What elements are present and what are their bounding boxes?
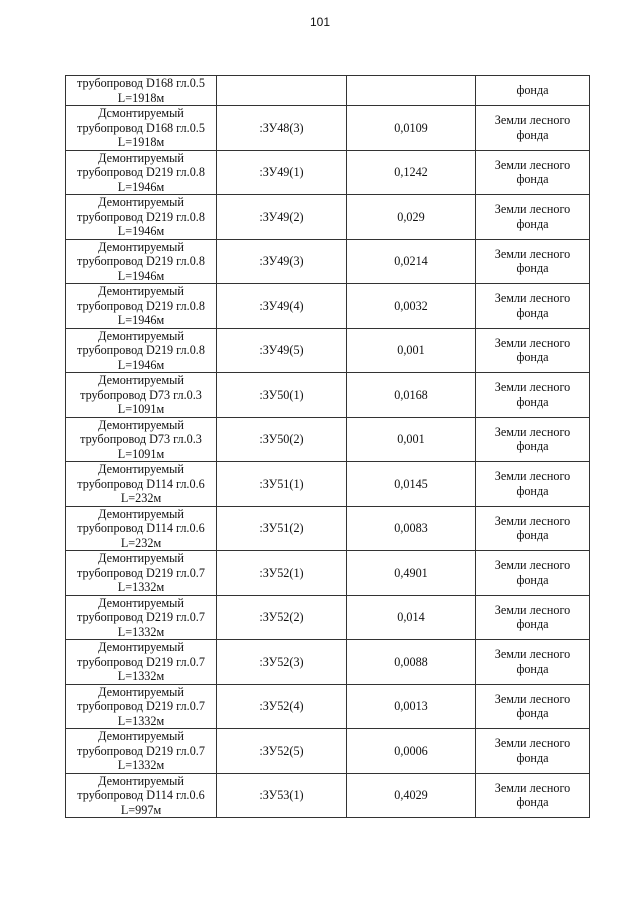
land-category-cell-line: Земли лесного [494,157,571,172]
object-cell-line: трубопровод D219 гл.0.8 [77,343,205,357]
object-cell-line: трубопровод D219 гл.0.7 [77,610,205,624]
land-category-cell [476,417,590,462]
land-category-cell-line: фонда [516,305,549,320]
object-cell-line: L=1332м [117,669,165,683]
land-category-cell [476,284,590,329]
plot-number-cell: :ЗУ51(2) [217,506,347,551]
land-category-cell-line: фонда [516,617,549,632]
object-cell-line: Демонтируемый [98,506,184,521]
land-category-cell [476,195,590,240]
object-cell [66,195,217,240]
plot-number-cell: :ЗУ52(3) [217,640,347,685]
area-cell: 0,001 [347,328,476,373]
table-row [66,551,590,596]
land-category-cell-line: Земли лесного [494,424,571,439]
plot-number-cell: :ЗУ52(2) [217,595,347,640]
object-cell-line: L=232м [120,491,162,505]
object-cell-line: трубопровод D114 гл.0.6 [77,521,205,535]
land-category-cell-line: фонда [516,83,549,98]
object-cell-line: Демонтируемый [98,150,184,165]
object-cell-line: трубопровод D219 гл.0.8 [77,298,205,313]
object-cell-line: трубопровод D114 гл.0.6 [77,788,205,802]
object-cell-line: L=997м [120,802,162,817]
object-cell [66,106,217,151]
object-cell-line: L=1091м [117,402,165,416]
plot-number-cell: :ЗУ52(4) [217,684,347,729]
object-cell-line: L=1332м [117,758,165,772]
land-category-cell-line: Земли лесного [494,113,571,128]
object-cell [66,150,217,195]
land-category-cell [476,462,590,507]
table-row [66,76,590,106]
plot-number-cell: :ЗУ49(1) [217,150,347,195]
object-cell-line: трубопровод D168 гл.0.5 [77,76,205,90]
object-cell-line: трубопровод D219 гл.0.7 [77,565,205,580]
plot-number-cell [217,76,347,106]
land-category-cell-line: фонда [516,216,549,231]
land-category-cell [476,773,590,818]
object-cell-line: Демонтируемый [98,195,184,209]
object-cell [66,551,217,596]
land-category-cell-line: фонда [516,172,549,187]
land-category-cell-line: Земли лесного [494,246,571,261]
object-cell-line: L=1091м [117,446,165,461]
object-cell [66,506,217,551]
area-cell: 0,014 [347,595,476,640]
plot-number-cell: :ЗУ49(4) [217,284,347,329]
object-cell-line: Демонтируемый [98,684,184,699]
area-cell: 0,0145 [347,462,476,507]
object-cell-line: Демонтируемый [98,595,184,610]
land-category-cell-line: Земли лесного [494,780,571,795]
object-cell-line: L=1332м [117,624,165,639]
area-cell: 0,0109 [347,106,476,151]
land-category-cell-line: фонда [516,350,549,365]
land-category-cell [476,729,590,774]
land-category-cell-line: фонда [516,706,549,721]
plot-number-cell: :ЗУ50(2) [217,417,347,462]
table-row [66,595,590,640]
plot-number-cell: :ЗУ53(1) [217,773,347,818]
land-category-cell-line: Земли лесного [494,380,571,395]
plot-number-cell: :ЗУ52(1) [217,551,347,596]
page-number: 101 [309,15,331,29]
table-row [66,462,590,507]
land-category-cell [476,551,590,596]
area-cell: 0,0168 [347,373,476,418]
land-category-cell-line: Земли лесного [494,202,571,217]
object-cell [66,640,217,685]
area-cell: 0,0013 [347,684,476,729]
area-cell: 0,0088 [347,640,476,685]
land-category-cell-line: Земли лесного [494,602,571,617]
land-category-cell [476,150,590,195]
table-row [66,640,590,685]
object-cell-line: L=1918м [117,135,165,149]
object-cell [66,417,217,462]
area-cell: 0,4029 [347,773,476,818]
area-cell: 0,4901 [347,551,476,596]
plot-number-cell: :ЗУ49(3) [217,239,347,284]
land-category-cell [476,506,590,551]
object-cell-line: Дсмонтируемый [98,106,184,120]
table-row [66,195,590,240]
object-cell-line: L=1946м [117,313,165,327]
table-row [66,328,590,373]
land-category-cell-line: фонда [516,572,549,587]
plot-number-cell: :ЗУ49(5) [217,328,347,373]
table-row [66,773,590,818]
plot-number-cell: :ЗУ48(3) [217,106,347,151]
table-row [66,106,590,151]
land-category-cell-line: фонда [516,795,549,810]
plot-number-cell: :ЗУ50(1) [217,373,347,418]
object-cell-line: L=232м [120,535,162,550]
land-category-cell-line: Земли лесного [494,291,571,306]
object-cell [66,729,217,774]
object-cell [66,239,217,284]
plot-number-cell: :ЗУ49(2) [217,195,347,240]
land-category-cell [476,640,590,685]
area-cell: 0,0032 [347,284,476,329]
land-category-cell-line: Земли лесного [494,558,571,573]
land-category-cell [476,239,590,284]
land-category-cell-line: фонда [516,439,549,454]
object-cell-line: трубопровод D168 гл.0.5 [77,120,205,135]
object-cell-line: Демонтируемый [98,640,184,654]
object-cell [66,76,217,106]
table-row [66,729,590,774]
object-cell-line: трубопровод D219 гл.0.8 [77,254,205,268]
object-cell-line: L=1332м [117,580,165,594]
object-cell-line: Демонтируемый [98,328,184,343]
object-cell-line: Демонтируемый [98,551,184,565]
land-category-cell-line: фонда [516,750,549,765]
land-category-cell-line: фонда [516,394,549,409]
object-cell [66,684,217,729]
object-cell [66,773,217,818]
object-cell-line: трубопровод D73 гл.0.3 [80,387,202,402]
object-cell-line: Демонтируемый [98,462,184,476]
object-cell-line: Демонтируемый [98,239,184,254]
land-category-cell-line: Земли лесного [494,736,571,751]
land-category-cell [476,373,590,418]
land-category-cell-line: фонда [516,261,549,276]
plot-number-cell: :ЗУ51(1) [217,462,347,507]
object-cell-line: Демонтируемый [98,373,184,387]
object-cell-line: Демонтируемый [98,417,184,432]
object-cell-line: трубопровод D219 гл.0.8 [77,165,205,179]
land-category-cell [476,76,590,106]
table-row [66,150,590,195]
object-cell-line: Демонтируемый [98,284,184,298]
area-cell [347,76,476,106]
object-cell [66,284,217,329]
land-category-cell-line: фонда [516,528,549,543]
object-cell-line: L=1946м [117,179,165,194]
object-cell-line: трубопровод D73 гл.0.3 [80,432,202,446]
area-cell: 0,029 [347,195,476,240]
object-cell-line: Демонтируемый [98,773,184,788]
table-row [66,373,590,418]
object-cell [66,328,217,373]
table-row [66,684,590,729]
area-cell: 0,1242 [347,150,476,195]
table-body [66,76,590,818]
table-row [66,506,590,551]
land-category-cell [476,684,590,729]
object-cell [66,462,217,507]
land-category-cell-line: Земли лесного [494,513,571,528]
object-cell-line: трубопровод D114 гл.0.6 [77,476,205,491]
area-cell: 0,0006 [347,729,476,774]
table-row [66,239,590,284]
object-cell-line: трубопровод D219 гл.0.7 [77,654,205,669]
land-category-cell-line: Земли лесного [494,647,571,662]
area-cell: 0,001 [347,417,476,462]
land-plots-table [65,75,590,818]
object-cell-line: L=1332м [117,713,165,728]
object-cell-line: L=1918м [117,90,165,105]
object-cell-line: L=1946м [117,268,165,283]
object-cell [66,373,217,418]
land-category-cell-line: фонда [516,483,549,498]
object-cell [66,595,217,640]
land-category-cell-line: фонда [516,127,549,142]
land-category-cell [476,595,590,640]
table-row [66,284,590,329]
land-category-cell [476,106,590,151]
area-cell: 0,0083 [347,506,476,551]
area-cell: 0,0214 [347,239,476,284]
plot-number-cell: :ЗУ52(5) [217,729,347,774]
object-cell-line: Демонтируемый [98,729,184,743]
land-category-cell-line: Земли лесного [494,469,571,484]
object-cell-line: трубопровод D219 гл.0.8 [77,209,205,224]
land-category-cell [476,328,590,373]
object-cell-line: трубопровод D219 гл.0.7 [77,699,205,713]
land-category-cell-line: фонда [516,661,549,676]
land-category-cell-line: Земли лесного [494,691,571,706]
object-cell-line: L=1946м [117,357,165,372]
object-cell-line: трубопровод D219 гл.0.7 [77,743,205,758]
object-cell-line: L=1946м [117,224,165,238]
land-category-cell-line: Земли лесного [494,335,571,350]
table-row [66,417,590,462]
